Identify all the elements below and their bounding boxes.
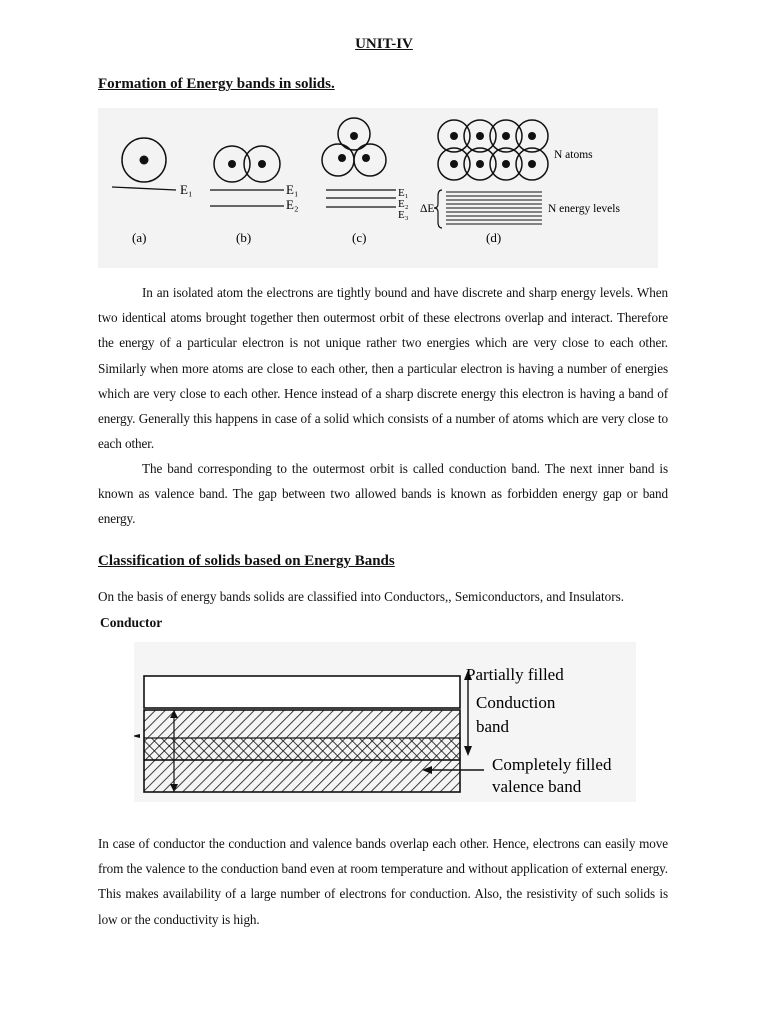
n-energy-levels-label: N energy levels (548, 203, 620, 215)
paragraph-isolated-atom (98, 280, 668, 456)
panel-c (322, 118, 409, 245)
paragraph-conductor: In case of conductor the conduction and valence bands overlap each other. Hence, electrons can easily move from the valence to the conduction band even at room temperature and without application of external energy. This makes availability of a large number of electrons for conduction. Also, the resistivity of such solids is low or the conductivity is high. (98, 836, 668, 927)
section-heading-energy-bands: Formation of Energy bands in solids. (98, 76, 335, 92)
level-label-c-e3: E₃ (398, 209, 409, 221)
conductor-band-figure (134, 642, 636, 802)
unit-title: UNIT-IV (355, 36, 413, 52)
panel-label-d: (d) (486, 230, 502, 245)
panel-label-b: (b) (236, 230, 252, 245)
conduction-band-rect (144, 676, 460, 708)
n-atoms-label: N atoms (554, 149, 593, 161)
energy-band-formation-diagram (98, 108, 658, 268)
label-valence-band: valence band (492, 777, 582, 796)
level-label-c-e2: E₂ (398, 198, 409, 210)
level-label-b-e1: E₁ (286, 182, 299, 197)
level-label-c-e1: E₁ (398, 187, 409, 199)
paragraph-conduction-band (98, 456, 668, 532)
label-partially-filled: Partially filled (466, 665, 564, 684)
paragraph-isolated-atom-text: In an isolated atom the electrons are tightly bound and have discrete and sharp energy levels. When two identical atoms brought together then outermost orbit of these electrons overlap and interact. Therefore the energy of a particular electron is not unique rather two energies which are very close to each other. Similarly when more atoms are close to each other, then a particular electron is having a number of energies which are very close to each other. Hence instead of a sharp discrete energy this electron is having a band of energy. Generally this happens in case of a solid which consists of a number of atoms which are very close to each other. (98, 285, 668, 452)
level-label-a-e1: E₁ (180, 182, 193, 197)
paragraph-conduction-band-text: The band corresponding to the outermost orbit is called conduction band. The next inner band is known as valence band. The gap between two allowed bands is known as forbidden energy gap or band energy. (98, 461, 668, 527)
conductor-subheading: Conductor (100, 615, 163, 630)
conductor-band-diagram (134, 642, 636, 802)
panel-b (210, 146, 298, 245)
panel-a (112, 138, 192, 245)
overlap-region-rect (144, 738, 460, 760)
section-heading-classification: Classification of solids based on Energy Bands (98, 553, 395, 569)
classification-intro: On the basis of energy bands solids are classified into Conductors,, Semiconductors, and Insulators. (98, 589, 625, 604)
label-conduction: Conduction (476, 693, 556, 712)
label-completely-filled: Completely filled (492, 755, 612, 774)
delta-e-label: ΔE (420, 203, 435, 215)
panel-label-c: (c) (352, 230, 367, 245)
panel-label-a: (a) (132, 230, 147, 245)
level-label-b-e2: E₂ (286, 197, 299, 212)
label-band: band (476, 717, 510, 736)
energy-band-formation-figure (98, 108, 658, 268)
panel-d (420, 120, 620, 245)
